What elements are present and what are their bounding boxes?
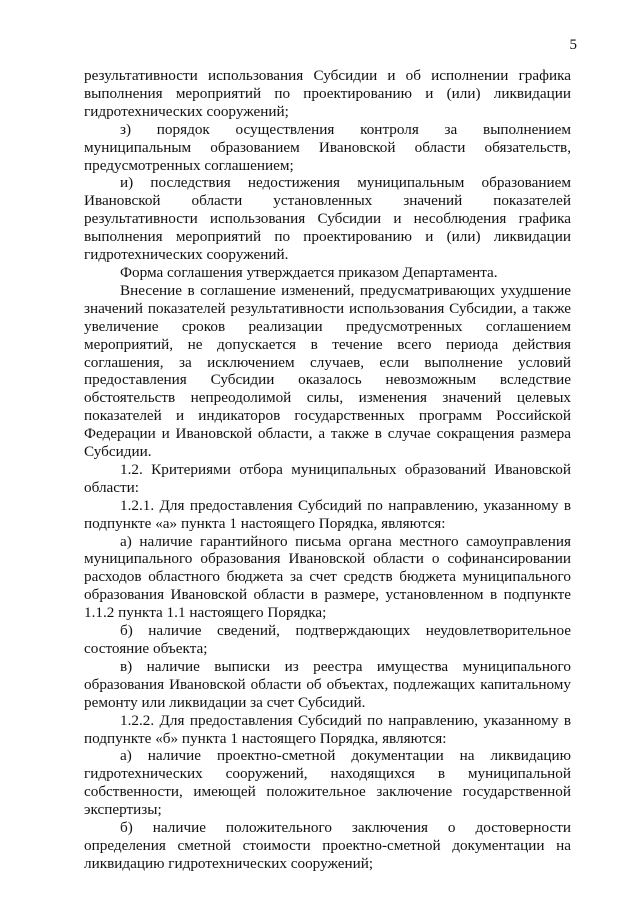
paragraph-1-2-1: 1.2.1. Для предоставления Субсидий по направлению, указанному в подпункте «а» пункта 1 настоящего Порядка, являются: (84, 496, 571, 532)
document-body (84, 67, 571, 873)
paragraph-1-2-2-a: а) наличие проектно-сметной документации на ликвидацию гидротехнических сооружений, находящихся в муниципальной собственности, имеющей положительное заключение государственной экспертизы; (84, 747, 571, 819)
paragraph-1-2: 1.2. Критериями отбора муниципальных образований Ивановской области: (84, 460, 571, 496)
paragraph-1-2-2-b: б) наличие положительного заключения о достоверности определения сметной стоимости проектно-сметной документации на ликвидацию гидротехнических сооружений; (84, 819, 571, 872)
paragraph-1-2-1-v: в) наличие выписки из реестра имущества муниципального образования Ивановской области об объектах, подлежащих капитальному ремонту или ликвидации за счет Субсидий. (84, 657, 571, 711)
paragraph-agreement-form: Форма соглашения утверждается приказом Департамента. (120, 263, 498, 281)
paragraph-agreement-changes: Внесение в соглашение изменений, предусматривающих ухудшение значений показателей результативности использования Субсидии, а также увеличение сроков реализации предусмотренных соглашением мероприятий, не допускается в течение всего периода действия соглашения, за исключением случаев, если выполнение условий предоставления Субсидии оказалось невозможным вследствие обстоятельств непреодолимой силы, изменения значений целевых показателей и индикаторов государственных программ Российской Федерации и Ивановской области, а также в случае сокращения размера Субсидии. (84, 281, 571, 461)
paragraph-item-i: и) последствия недостижения муниципальным образованием Ивановской области установленных значений показателей результативности использования Субсидии и несоблюдения графика выполнения мероприятий по проектированию и (или) ликвидации гидротехнических сооружений. (84, 174, 571, 264)
paragraph-item-z: з) порядок осуществления контроля за выполнением муниципальным образованием Ивановской области обязательств, предусмотренных соглашением; (84, 120, 571, 174)
paragraph-1-2-1-a: а) наличие гарантийного письма органа местного самоуправления муниципального образования Ивановской области о софинансировании расходов областного бюджета за счет средств бюджета муниципального образования Ивановской области в размере, установленном в подпункте 1.1.2 пункта 1.1 настоящего Порядка; (84, 532, 571, 622)
page-number: 5 (569, 37, 577, 53)
paragraph-1-2-1-b: б) наличие сведений, подтверждающих неудовлетворительное состояние объекта; (84, 622, 571, 657)
paragraph-1-2-2: 1.2.2. Для предоставления Субсидий по направлению, указанному в подпункте «б» пункта 1 настоящего Порядка, являются: (84, 711, 571, 747)
paragraph-continuation: результативности использования Субсидии и об исполнении графика выполнения мероприятий по проектированию и (или) ликвидации гидротехнических сооружений; (84, 67, 571, 120)
